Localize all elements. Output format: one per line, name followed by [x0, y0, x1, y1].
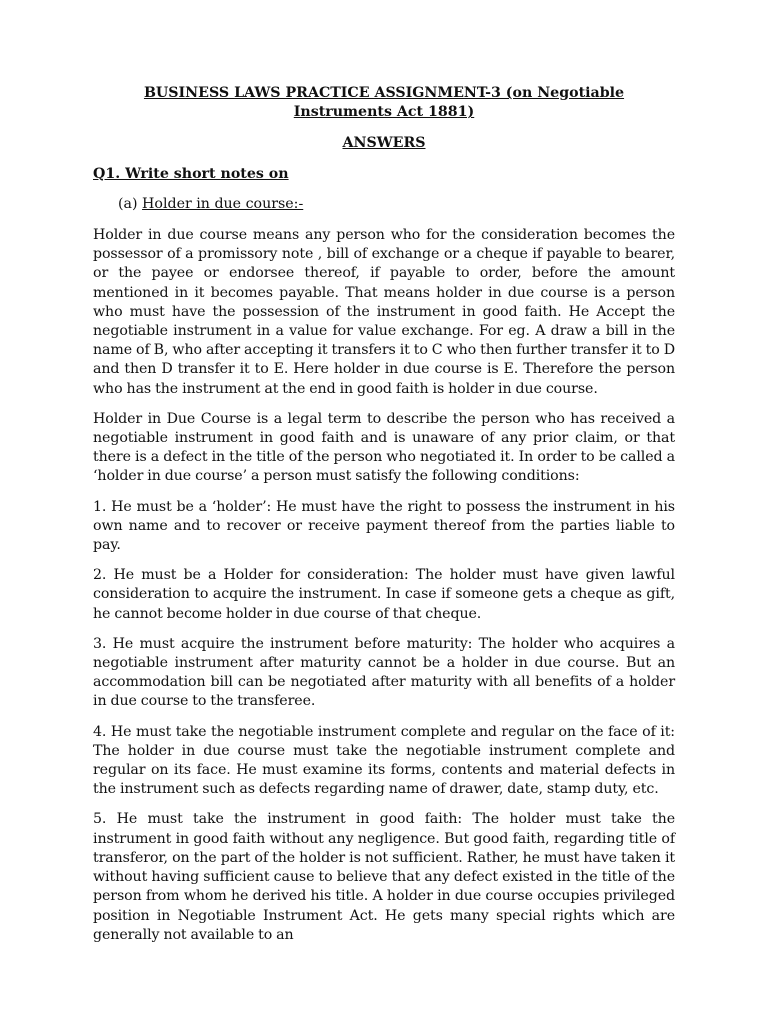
answers-heading: ANSWERS: [342, 135, 426, 151]
document-page: [93, 84, 675, 945]
title-line-2: Instruments Act 1881): [293, 104, 475, 120]
paragraph-condition-3: 3. He must acquire the instrument before maturity: The holder who acquires a negotiable instrument after maturity cannot be a holder in due course. But an accommodation bill can be negotiated after maturity with all benefits of a holder in due course to the transferee.: [93, 635, 675, 710]
paragraph-condition-2: 2. He must be a Holder for consideration: The holder must have given lawful consideration to acquire the instrument. In case if someone gets a cheque as gift, he cannot become holder in due course of that cheque.: [93, 567, 675, 622]
paragraph-condition-4: 4. He must take the negotiable instrument complete and regular on the face of it: The holder in due course must take the negotiable instrument complete and regular on its face. He must examine its forms, contents and material defects in the instrument such as defects regarding name of drawer, date, stamp duty, etc.: [93, 723, 675, 798]
sub-heading: [118, 195, 675, 214]
paragraph-condition-1: 1. He must be a ‘holder’: He must have the right to possess the instrument in his own name and to recover or receive payment thereof from the parties liable to pay.: [93, 498, 675, 554]
question-heading: Q1. Write short notes on: [93, 166, 289, 182]
paragraph-condition-5: 5. He must take the instrument in good faith: The holder must take the instrument in good faith without any negligence. But good faith, regarding title of transferor, on the part of the holder is not sufficient. Rather, he must have taken it without having sufficient cause to believe that any defect existed in the title of the person from whom he derived his title. A holder in due course occupies privileged position in Negotiable Instrument Act. He gets many special rights which are generally not available to an: [93, 811, 675, 943]
title-line-1: BUSINESS LAWS PRACTICE ASSIGNMENT-3 (on Negotiable: [143, 85, 625, 101]
paragraph-definition: Holder in due course means any person who for the consideration becomes the possessor of a promissory note , bill of exchange or a cheque if payable to bearer, or the payee or endorsee thereof, if payable to order, before the amount mentioned in it becomes payable. That means holder in due course is a person who must have the possession of the instrument in good faith. He Accept the negotiable instrument in a value for value exchange. For eg. A draw a bill in the name of B, who after accepting it transfers it to C who then further transfer it to D and then D transfer it to E. Here holder in due course is E. Therefore the person who has the instrument at the end in good faith is holder in due course.: [93, 227, 675, 397]
paragraph-legal-term: Holder in Due Course is a legal term to describe the person who has received a negotiable instrument in good faith and is unaware of any prior claim, or that there is a defect in the title of the person who negotiated it. In order to be called a ‘holder in due course’ a person must satisfy the following conditions:: [93, 410, 675, 485]
sub-heading-prefix: (a): [118, 196, 143, 212]
document-title: [93, 84, 675, 122]
sub-heading-text: Holder in due course:-: [142, 196, 304, 212]
